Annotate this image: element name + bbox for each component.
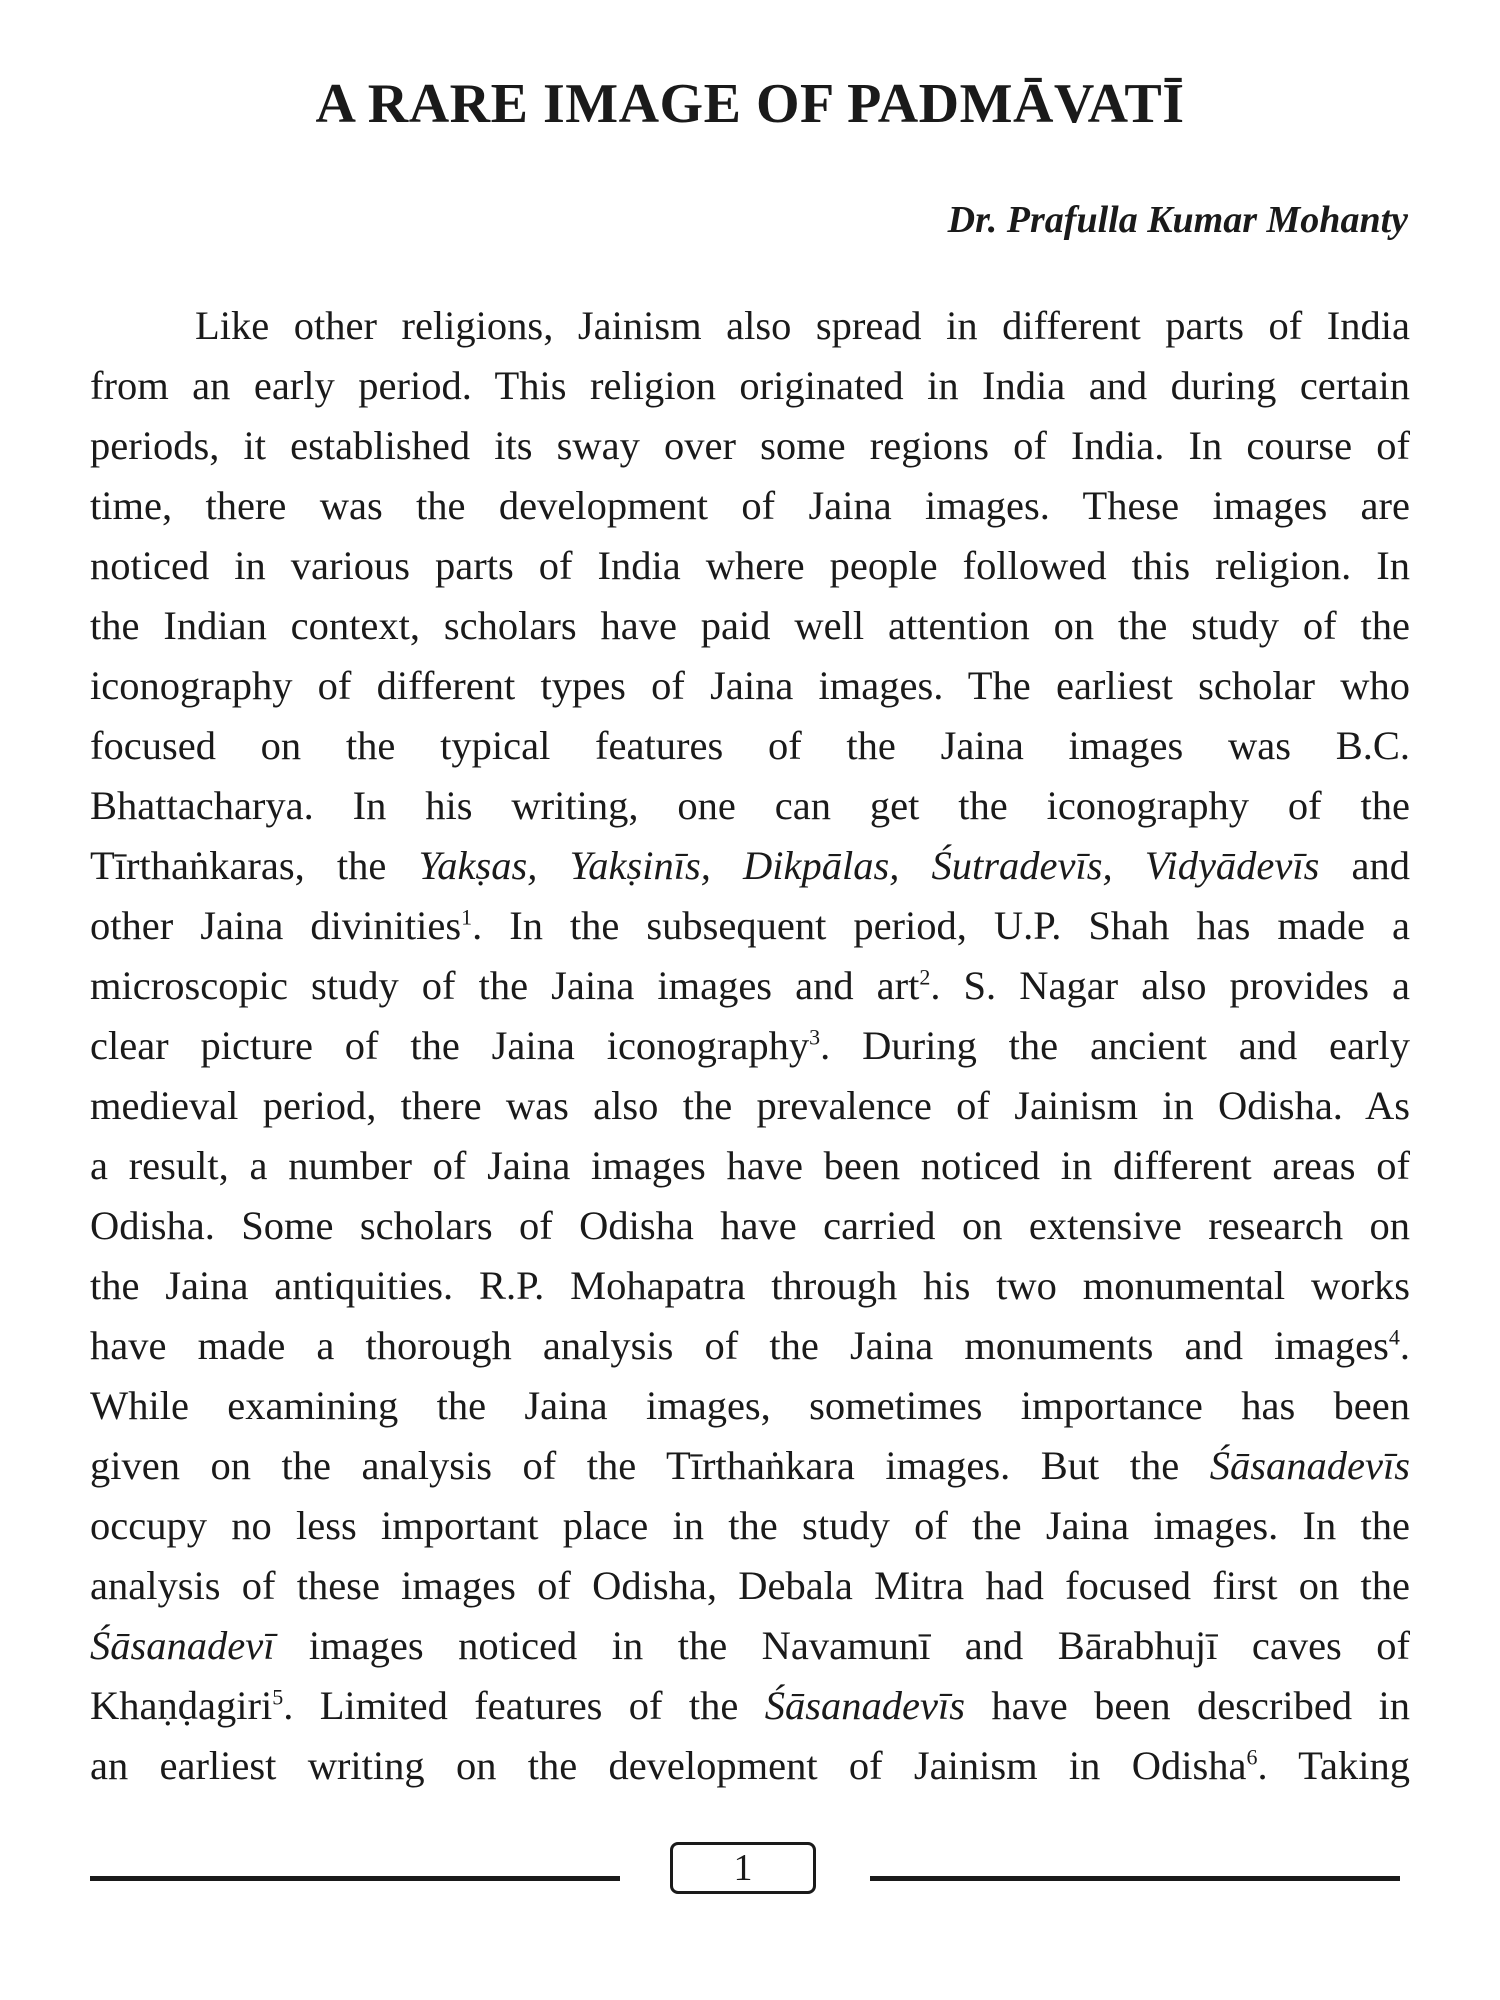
body-line: clear picture of the Jaina iconography$^3$. During the ancient and early — [90, 1023, 1410, 1068]
footer-rule-right — [870, 1876, 1400, 1881]
body-line: Like other religions, Jainism also spread in different parts of India — [195, 303, 1410, 348]
body-line: the Indian context, scholars have paid well attention on the study of the — [90, 603, 1410, 648]
footnote-ref: 4 — [1388, 1324, 1400, 1350]
article-body — [90, 296, 1410, 1796]
body-line: periods, it established its sway over some regions of India. In course of — [90, 423, 1410, 468]
body-line: Tīrthaṅkaras, the Yakṣas, Yakṣinīs, Dikpālas, Śutradevīs, Vidyādevīs and — [90, 843, 1410, 888]
article-title: A RARE IMAGE OF PADMĀVATĪ — [315, 73, 1185, 135]
footnote-ref: 2 — [919, 964, 931, 990]
body-line: analysis of these images of Odisha, Debala Mitra had focused first on the — [90, 1563, 1410, 1608]
body-line: medieval period, there was also the prevalence of Jainism in Odisha. As — [90, 1083, 1410, 1128]
footnote-ref: 3 — [809, 1024, 821, 1050]
body-line: iconography of different types of Jaina images. The earliest scholar who — [90, 663, 1410, 708]
footer-rule-left — [90, 1876, 620, 1881]
body-line: occupy no less important place in the study of the Jaina images. In the — [90, 1503, 1410, 1548]
italic-term: Śāsanadevīs — [1209, 1443, 1410, 1488]
author-name: Dr. Prafulla Kumar Mohanty — [947, 199, 1408, 241]
body-line: time, there was the development of Jaina images. These images are — [90, 483, 1410, 528]
body-line: Khaṇḍagiri$^5$. Limited features of the Śāsanadevīs have been described in — [90, 1683, 1410, 1728]
italic-terms: Yakṣas, Yakṣinīs, Dikpālas, Śutradevīs, Vidyādevīs — [418, 843, 1320, 888]
body-line: a result, a number of Jaina images have been noticed in different areas of — [90, 1143, 1410, 1188]
body-line: the Jaina antiquities. R.P. Mohapatra through his two monumental works — [90, 1263, 1410, 1308]
body-line: focused on the typical features of the Jaina images was B.C. — [90, 723, 1410, 768]
body-line: Bhattacharya. In his writing, one can get the iconography of the — [90, 783, 1410, 828]
body-line: an earliest writing on the development of Jainism in Odisha$^6$. Taking — [90, 1743, 1410, 1788]
body-line: Odisha. Some scholars of Odisha have carried on extensive research on — [90, 1203, 1410, 1248]
body-line: from an early period. This religion originated in India and during certain — [90, 363, 1410, 408]
footnote-ref: 5 — [272, 1684, 284, 1710]
page-number: 1 — [670, 1842, 816, 1894]
body-line: other Jaina divinities$^1$. In the subsequent period, U.P. Shah has made a — [90, 903, 1410, 948]
footnote-ref: 6 — [1246, 1744, 1258, 1770]
body-line: noticed in various parts of India where people followed this religion. In — [90, 543, 1410, 588]
italic-term: Śāsanadevī — [90, 1623, 275, 1668]
body-line: microscopic study of the Jaina images and art$^2$. S. Nagar also provides a — [90, 963, 1410, 1008]
body-line: Śāsanadevī images noticed in the Navamunī and Bārabhujī caves of — [90, 1623, 1410, 1668]
body-line: While examining the Jaina images, sometimes importance has been — [90, 1383, 1410, 1428]
footnote-ref: 1 — [461, 904, 473, 930]
italic-term: Śāsanadevīs — [764, 1683, 965, 1728]
body-line: have made a thorough analysis of the Jaina monuments and images$^4$. — [90, 1323, 1410, 1368]
body-line: given on the analysis of the Tīrthaṅkara images. But the Śāsanadevīs — [90, 1443, 1410, 1488]
